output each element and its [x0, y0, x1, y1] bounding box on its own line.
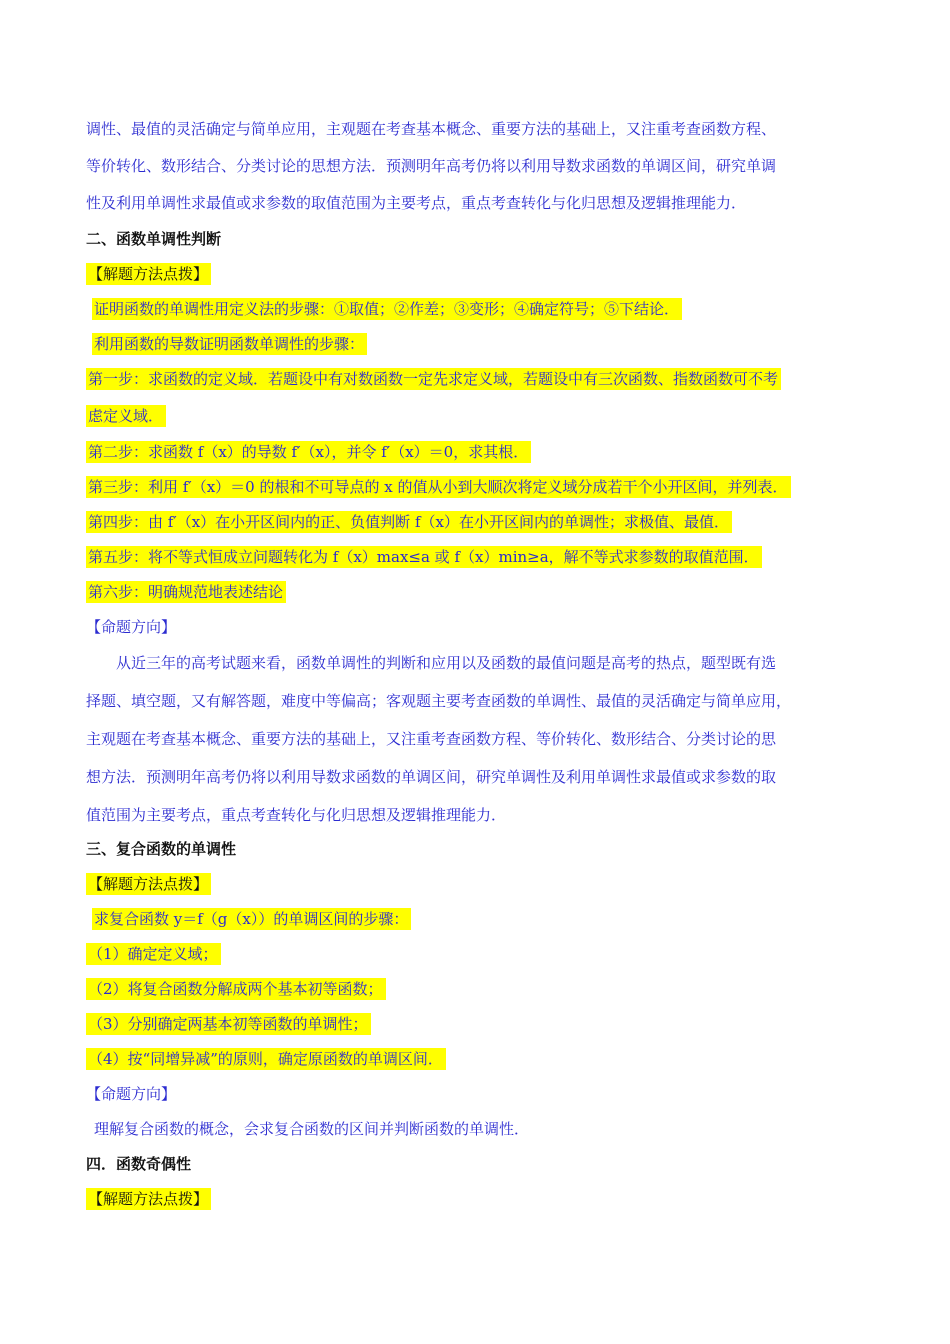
derivative-intro-text: 利用函数的导数证明函数单调性的步骤：: [92, 333, 367, 355]
step-6: [86, 581, 286, 603]
composite-step-1: [86, 943, 221, 965]
composite-step-4: [86, 1048, 446, 1070]
composite-intro-text: 求复合函数 y＝f（g（x））的单调区间的步骤：: [92, 908, 411, 930]
step-4: [86, 511, 732, 533]
section-4-method-tag: [86, 1188, 211, 1210]
section-2-heading: 二、函数单调性判断: [86, 230, 222, 248]
step-1-text-b: 虑定义域．: [86, 405, 166, 427]
section-2-direction-tag: 【命题方向】: [86, 618, 177, 636]
composite-step-1-text: （1）确定定义域；: [86, 943, 221, 965]
step-2-text: 第二步：求函数 f（x）的导数 f′（x），并令 f′（x）＝0，求其根．: [86, 441, 531, 463]
composite-intro: [92, 908, 411, 930]
method-tag-text: 【解题方法点拨】: [86, 263, 211, 285]
intro-paragraph-line-1: 调性、最值的灵活确定与简单应用，主观题在考查基本概念、重要方法的基础上，又注重考查函数方程、: [86, 120, 777, 138]
direction-line-5: 值范围为主要考点，重点考查转化与化归思想及逻辑推理能力．: [86, 806, 507, 824]
composite-step-2: [86, 978, 386, 1000]
section-3-method-tag: [86, 873, 211, 895]
derivative-intro: [92, 333, 367, 355]
intro-paragraph-line-3: 性及利用单调性求最值或求参数的取值范围为主要考点，重点考查转化与化归思想及逻辑推理能力．: [86, 194, 747, 212]
section-3-heading: 三、复合函数的单调性: [86, 840, 237, 858]
step-3: [86, 476, 791, 498]
step-1-text-a: 第一步：求函数的定义域．若题设中有对数函数一定先求定义域，若题设中有三次函数、指数函数可不考: [86, 368, 781, 390]
section-3-direction-tag: 【命题方向】: [86, 1085, 177, 1103]
composite-step-2-text: （2）将复合函数分解成两个基本初等函数；: [86, 978, 386, 1000]
composite-step-3: [86, 1013, 371, 1035]
method-tag-text: 【解题方法点拨】: [86, 873, 211, 895]
section-4-heading: 四．函数奇偶性: [86, 1155, 192, 1173]
direction-line-1: 从近三年的高考试题来看，函数单调性的判断和应用以及函数的最值问题是高考的热点，题型既有选: [116, 654, 777, 672]
composite-step-3-text: （3）分别确定两基本初等函数的单调性；: [86, 1013, 371, 1035]
direction-line-4: 想方法．预测明年高考仍将以利用导数求函数的单调区间，研究单调性及利用单调性求最值或求参数的取: [86, 768, 777, 786]
intro-paragraph-line-2: 等价转化、数形结合、分类讨论的思想方法．预测明年高考仍将以利用导数求函数的单调区间，研究单调: [86, 157, 777, 175]
definition-steps: [92, 298, 682, 320]
step-2: [86, 441, 531, 463]
step-3-text: 第三步：利用 f′（x）＝0 的根和不可导点的 x 的值从小到大顺次将定义域分成若干个小开区间，并列表．: [86, 476, 791, 498]
method-tag-text: 【解题方法点拨】: [86, 1188, 211, 1210]
direction-line-3: 主观题在考查基本概念、重要方法的基础上，又注重考查函数方程、等价转化、数形结合、分类讨论的思: [86, 730, 777, 748]
step-6-text: 第六步：明确规范地表述结论: [86, 581, 286, 603]
step-5-text: 第五步：将不等式恒成立问题转化为 f（x）max≤a 或 f（x）min≥a，解不等式求参数的取值范围．: [86, 546, 762, 568]
step-5: [86, 546, 762, 568]
direction-line-2: 择题、填空题，又有解答题，难度中等偏高；客观题主要考查函数的单调性、最值的灵活确定与简单应用，: [86, 692, 792, 710]
definition-steps-text: 证明函数的单调性用定义法的步骤：①取值；②作差；③变形；④确定符号；⑤下结论．: [92, 298, 682, 320]
composite-step-4-text: （4）按“同增异减”的原则，确定原函数的单调区间．: [86, 1048, 446, 1070]
step-1-line-2: [86, 405, 166, 427]
section-2-method-tag: [86, 263, 211, 285]
step-4-text: 第四步：由 f′（x）在小开区间内的正、负值判断 f（x）在小开区间内的单调性；求极值、最值．: [86, 511, 732, 533]
step-1-line-1: [86, 368, 781, 390]
section-3-direction-text: 理解复合函数的概念，会求复合函数的区间并判断函数的单调性．: [94, 1120, 530, 1138]
